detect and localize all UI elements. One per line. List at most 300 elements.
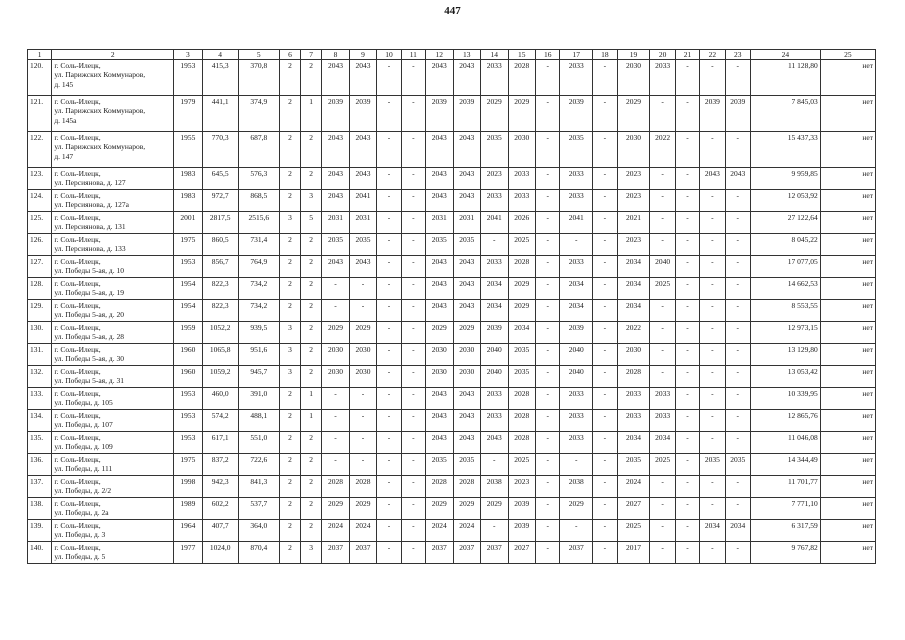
data-cell: 2024 (425, 520, 453, 542)
data-cell: 1959 (174, 322, 203, 344)
data-cell: - (377, 498, 401, 520)
address-cell: г. Соль-Илецк, ул. Победы 5-ая, д. 19 (52, 278, 174, 300)
data-cell: - (377, 132, 401, 168)
data-cell: - (401, 60, 425, 96)
data-cell: - (700, 542, 725, 564)
data-cell: 1 (301, 410, 322, 432)
data-cell: 2035 (508, 344, 536, 366)
address-cell: г. Соль-Илецк, ул. Победы, д. 3 (52, 520, 174, 542)
data-cell: 2 (301, 322, 322, 344)
address-cell: г. Соль-Илецк, ул. Победы 5-ая, д. 20 (52, 300, 174, 322)
data-cell: 441,1 (202, 96, 238, 132)
data-cell: 2029 (481, 498, 509, 520)
data-cell: - (536, 410, 560, 432)
data-cell: 2043 (481, 432, 509, 454)
data-cell: 1960 (174, 344, 203, 366)
data-cell: - (650, 190, 675, 212)
data-cell: 2025 (650, 278, 675, 300)
data-cell: 2043 (453, 410, 481, 432)
data-cell: - (593, 498, 617, 520)
data-cell: 2039 (725, 96, 750, 132)
cost-cell: 12 865,76 (750, 410, 820, 432)
data-cell: - (536, 432, 560, 454)
cost-cell: 6 317,59 (750, 520, 820, 542)
data-cell: 2033 (481, 60, 509, 96)
data-cell: - (401, 234, 425, 256)
status-cell: нет (820, 542, 875, 564)
cost-cell: 14 344,49 (750, 454, 820, 476)
cost-cell: 11 128,80 (750, 60, 820, 96)
status-cell: нет (820, 388, 875, 410)
data-cell: 2029 (349, 498, 377, 520)
data-cell: 2023 (617, 168, 650, 190)
data-cell: 2040 (650, 256, 675, 278)
data-cell: 2039 (508, 520, 536, 542)
column-header: 13 (453, 50, 481, 60)
table-row (28, 190, 876, 212)
data-cell: 2031 (322, 212, 350, 234)
data-cell: 2033 (508, 190, 536, 212)
data-cell: 2029 (508, 96, 536, 132)
table-row (28, 344, 876, 366)
data-cell: 2030 (322, 366, 350, 388)
data-cell: - (650, 168, 675, 190)
data-cell: - (725, 388, 750, 410)
status-cell: нет (820, 132, 875, 168)
data-cell: 460,0 (202, 388, 238, 410)
table-row (28, 520, 876, 542)
row-number: 129. (28, 300, 52, 322)
data-cell: 2033 (650, 60, 675, 96)
data-cell: 2022 (650, 132, 675, 168)
data-cell: 2034 (508, 322, 536, 344)
data-cell: 1065,8 (202, 344, 238, 366)
data-cell: - (725, 542, 750, 564)
data-cell: - (700, 256, 725, 278)
data-cell: 1964 (174, 520, 203, 542)
data-cell: - (349, 410, 377, 432)
row-number: 127. (28, 256, 52, 278)
data-cell: 2025 (508, 454, 536, 476)
data-cell: - (725, 212, 750, 234)
data-cell: - (536, 322, 560, 344)
data-cell: - (536, 344, 560, 366)
data-cell: 2 (301, 234, 322, 256)
data-cell: 2038 (560, 476, 593, 498)
data-cell: 2 (279, 388, 300, 410)
data-cell: 2001 (174, 212, 203, 234)
table-row (28, 454, 876, 476)
cost-cell: 15 437,33 (750, 132, 820, 168)
cost-cell: 8 045,22 (750, 234, 820, 256)
data-cell: - (725, 366, 750, 388)
data-cell: - (536, 498, 560, 520)
data-cell: 1975 (174, 234, 203, 256)
data-cell: 1954 (174, 300, 203, 322)
data-cell: 2034 (560, 300, 593, 322)
table-row (28, 212, 876, 234)
data-cell: - (593, 432, 617, 454)
data-cell: 3 (279, 212, 300, 234)
data-cell: 3 (301, 542, 322, 564)
data-cell: - (650, 212, 675, 234)
address-cell: г. Соль-Илецк, ул. Победы 5-ая, д. 30 (52, 344, 174, 366)
data-cell: - (401, 322, 425, 344)
data-cell: 2030 (617, 132, 650, 168)
data-cell: - (725, 278, 750, 300)
data-cell: 2033 (481, 410, 509, 432)
cost-cell: 10 339,95 (750, 388, 820, 410)
data-cell: 2037 (425, 542, 453, 564)
data-cell: - (675, 256, 699, 278)
address-cell: г. Соль-Илецк, ул. Парижских Коммунаров, д. 145 (52, 60, 174, 96)
data-cell: 364,0 (238, 520, 279, 542)
data-cell: 3 (279, 366, 300, 388)
column-header: 23 (725, 50, 750, 60)
data-cell: 2037 (453, 542, 481, 564)
data-cell: - (401, 520, 425, 542)
data-cell: - (675, 366, 699, 388)
data-cell: - (377, 234, 401, 256)
data-cell: 2039 (349, 96, 377, 132)
data-cell: - (536, 190, 560, 212)
data-cell: - (377, 344, 401, 366)
data-cell: 2029 (425, 322, 453, 344)
data-cell: 1052,2 (202, 322, 238, 344)
data-cell: - (401, 388, 425, 410)
data-cell: - (700, 278, 725, 300)
column-header: 7 (301, 50, 322, 60)
data-cell: - (322, 454, 350, 476)
status-cell: нет (820, 344, 875, 366)
data-cell: - (322, 388, 350, 410)
table-row (28, 322, 876, 344)
data-cell: - (650, 542, 675, 564)
data-cell: 2043 (453, 300, 481, 322)
row-number: 137. (28, 476, 52, 498)
data-cell: 2033 (560, 388, 593, 410)
data-cell: 5 (301, 212, 322, 234)
data-cell: 2035 (700, 454, 725, 476)
data-cell: 1975 (174, 454, 203, 476)
data-cell: - (675, 278, 699, 300)
data-cell: 1977 (174, 542, 203, 564)
data-cell: 374,9 (238, 96, 279, 132)
table-row (28, 300, 876, 322)
data-cell: 870,4 (238, 542, 279, 564)
data-cell: 1955 (174, 132, 203, 168)
column-header: 25 (820, 50, 875, 60)
data-cell: 1998 (174, 476, 203, 498)
data-cell: 2043 (349, 168, 377, 190)
data-cell: 2034 (650, 432, 675, 454)
data-cell: 2025 (617, 520, 650, 542)
data-cell: - (700, 132, 725, 168)
data-cell: 2817,5 (202, 212, 238, 234)
data-cell: 1024,0 (202, 542, 238, 564)
data-cell: 2043 (349, 132, 377, 168)
status-cell: нет (820, 60, 875, 96)
data-cell: - (675, 212, 699, 234)
data-cell: 837,2 (202, 454, 238, 476)
data-cell: - (322, 410, 350, 432)
data-cell: 2039 (560, 96, 593, 132)
data-cell: 2043 (425, 60, 453, 96)
data-cell: 2037 (560, 542, 593, 564)
data-cell: 2021 (617, 212, 650, 234)
address-cell: г. Соль-Илецк, ул. Парижских Коммунаров, д. 147 (52, 132, 174, 168)
cost-cell: 7 845,03 (750, 96, 820, 132)
table-row (28, 542, 876, 564)
data-cell: 2033 (560, 410, 593, 432)
data-cell: 2043 (425, 432, 453, 454)
data-cell: - (700, 344, 725, 366)
status-cell: нет (820, 432, 875, 454)
data-cell: - (593, 96, 617, 132)
table-row (28, 366, 876, 388)
data-cell: - (700, 190, 725, 212)
data-cell: 2024 (322, 520, 350, 542)
row-number: 130. (28, 322, 52, 344)
data-cell: 2 (279, 234, 300, 256)
row-number: 136. (28, 454, 52, 476)
data-cell: 841,3 (238, 476, 279, 498)
data-cell: 2040 (560, 366, 593, 388)
data-cell: - (675, 542, 699, 564)
address-cell: г. Соль-Илецк, ул. Персиянова, д. 127а (52, 190, 174, 212)
data-cell: - (675, 322, 699, 344)
table-row (28, 410, 876, 432)
data-cell: 2043 (453, 190, 481, 212)
data-cell: - (377, 542, 401, 564)
data-cell: 2043 (725, 168, 750, 190)
data-cell: - (725, 60, 750, 96)
data-cell: 2028 (617, 366, 650, 388)
data-cell: 2034 (560, 278, 593, 300)
status-cell: нет (820, 410, 875, 432)
data-cell: 2 (279, 190, 300, 212)
column-header: 3 (174, 50, 203, 60)
data-cell: - (725, 432, 750, 454)
data-cell: 2034 (700, 520, 725, 542)
data-cell: - (650, 520, 675, 542)
data-cell: 2034 (725, 520, 750, 542)
status-cell: нет (820, 366, 875, 388)
data-cell: 2030 (349, 366, 377, 388)
data-cell: 2033 (481, 190, 509, 212)
data-cell: 1059,2 (202, 366, 238, 388)
data-cell: 3 (279, 344, 300, 366)
data-cell: 2031 (349, 212, 377, 234)
data-cell: - (377, 476, 401, 498)
data-cell: - (650, 322, 675, 344)
column-header: 15 (508, 50, 536, 60)
address-cell: г. Соль-Илецк, ул. Победы, д. 2/2 (52, 476, 174, 498)
data-cell: - (725, 344, 750, 366)
data-cell: - (481, 454, 509, 476)
data-cell: 2 (301, 168, 322, 190)
data-cell: - (401, 344, 425, 366)
data-cell: - (593, 322, 617, 344)
data-cell: 822,3 (202, 278, 238, 300)
data-cell: 551,0 (238, 432, 279, 454)
column-header: 5 (238, 50, 279, 60)
data-cell: 2041 (560, 212, 593, 234)
row-number: 132. (28, 366, 52, 388)
data-cell: - (377, 212, 401, 234)
data-cell: - (377, 278, 401, 300)
data-cell: 2035 (560, 132, 593, 168)
row-number: 126. (28, 234, 52, 256)
data-cell: 2029 (508, 300, 536, 322)
data-cell: 2029 (508, 278, 536, 300)
data-cell: 1953 (174, 432, 203, 454)
data-cell: 2039 (322, 96, 350, 132)
data-cell: 576,3 (238, 168, 279, 190)
data-cell: 860,5 (202, 234, 238, 256)
data-cell: - (725, 132, 750, 168)
data-cell: 2 (279, 432, 300, 454)
data-cell: - (593, 366, 617, 388)
data-cell: - (349, 300, 377, 322)
row-number: 133. (28, 388, 52, 410)
data-cell: - (593, 344, 617, 366)
data-cell: 2 (279, 476, 300, 498)
data-cell: - (700, 234, 725, 256)
data-cell: 2043 (349, 256, 377, 278)
data-cell: 2035 (508, 366, 536, 388)
data-cell: 2040 (481, 366, 509, 388)
column-header: 17 (560, 50, 593, 60)
row-number: 120. (28, 60, 52, 96)
data-cell: 2043 (453, 168, 481, 190)
data-cell: 2028 (453, 476, 481, 498)
address-cell: г. Соль-Илецк, ул. Победы, д. 107 (52, 410, 174, 432)
data-cell: 645,5 (202, 168, 238, 190)
data-cell: - (481, 234, 509, 256)
data-cell: 1989 (174, 498, 203, 520)
data-cell: 2035 (425, 234, 453, 256)
data-cell: - (401, 476, 425, 498)
data-cell: 2 (279, 300, 300, 322)
row-number: 135. (28, 432, 52, 454)
data-cell: 2 (301, 520, 322, 542)
data-cell: 2028 (508, 410, 536, 432)
data-cell: 2035 (481, 132, 509, 168)
data-cell: - (675, 410, 699, 432)
status-cell: нет (820, 190, 875, 212)
data-cell: 2043 (322, 190, 350, 212)
data-cell: 2040 (560, 344, 593, 366)
column-header: 10 (377, 50, 401, 60)
data-cell: - (536, 520, 560, 542)
data-cell: 2030 (508, 132, 536, 168)
data-cell: - (322, 278, 350, 300)
data-cell: 2024 (349, 520, 377, 542)
data-cell: 868,5 (238, 190, 279, 212)
cost-cell: 13 053,42 (750, 366, 820, 388)
data-cell: 2 (279, 542, 300, 564)
column-header: 22 (700, 50, 725, 60)
data-cell: 2029 (322, 498, 350, 520)
status-cell: нет (820, 454, 875, 476)
data-cell: - (536, 542, 560, 564)
data-cell: 2043 (322, 132, 350, 168)
address-cell: г. Соль-Илецк, ул. Победы 5-ая, д. 28 (52, 322, 174, 344)
data-cell: 2029 (425, 498, 453, 520)
column-header: 1 (28, 50, 52, 60)
data-cell: 822,3 (202, 300, 238, 322)
data-cell: - (700, 476, 725, 498)
column-header: 12 (425, 50, 453, 60)
data-cell: - (377, 432, 401, 454)
data-cell: 2 (279, 454, 300, 476)
data-cell: 407,7 (202, 520, 238, 542)
data-cell: 2040 (481, 344, 509, 366)
column-header: 9 (349, 50, 377, 60)
table-row (28, 498, 876, 520)
data-cell: 2043 (425, 256, 453, 278)
cost-cell: 8 553,55 (750, 300, 820, 322)
data-cell: - (377, 60, 401, 96)
data-cell: - (675, 300, 699, 322)
status-cell: нет (820, 256, 875, 278)
data-cell: 764,9 (238, 256, 279, 278)
data-cell: 3 (279, 322, 300, 344)
data-cell: - (322, 300, 350, 322)
address-cell: г. Соль-Илецк, ул. Персиянова, д. 133 (52, 234, 174, 256)
table-row (28, 476, 876, 498)
data-cell: 2034 (617, 300, 650, 322)
data-cell: - (401, 256, 425, 278)
data-cell: - (377, 410, 401, 432)
data-cell: 1953 (174, 60, 203, 96)
data-cell: 2028 (508, 432, 536, 454)
data-cell: - (593, 388, 617, 410)
data-cell: - (377, 300, 401, 322)
data-cell: - (401, 300, 425, 322)
data-cell: 2031 (425, 212, 453, 234)
data-cell: 537,7 (238, 498, 279, 520)
data-cell: - (377, 388, 401, 410)
data-cell: - (700, 498, 725, 520)
cost-cell: 17 077,05 (750, 256, 820, 278)
data-cell: 2043 (453, 60, 481, 96)
data-cell: - (377, 520, 401, 542)
address-cell: г. Соль-Илецк, ул. Победы, д. 5 (52, 542, 174, 564)
data-cell: 2033 (560, 190, 593, 212)
data-cell: - (401, 132, 425, 168)
data-cell: 2043 (453, 256, 481, 278)
row-number: 125. (28, 212, 52, 234)
data-cell: 1983 (174, 168, 203, 190)
data-cell: 2038 (481, 476, 509, 498)
row-number: 138. (28, 498, 52, 520)
data-cell: - (377, 366, 401, 388)
cost-cell: 14 662,53 (750, 278, 820, 300)
table-row (28, 132, 876, 168)
data-cell: 2041 (481, 212, 509, 234)
data-cell: 2043 (453, 132, 481, 168)
data-cell: - (650, 234, 675, 256)
data-cell: - (675, 168, 699, 190)
data-cell: 2033 (560, 60, 593, 96)
data-cell: 942,3 (202, 476, 238, 498)
data-cell: 3 (301, 190, 322, 212)
data-cell: 2022 (617, 322, 650, 344)
data-cell: - (593, 190, 617, 212)
data-cell: 1960 (174, 366, 203, 388)
